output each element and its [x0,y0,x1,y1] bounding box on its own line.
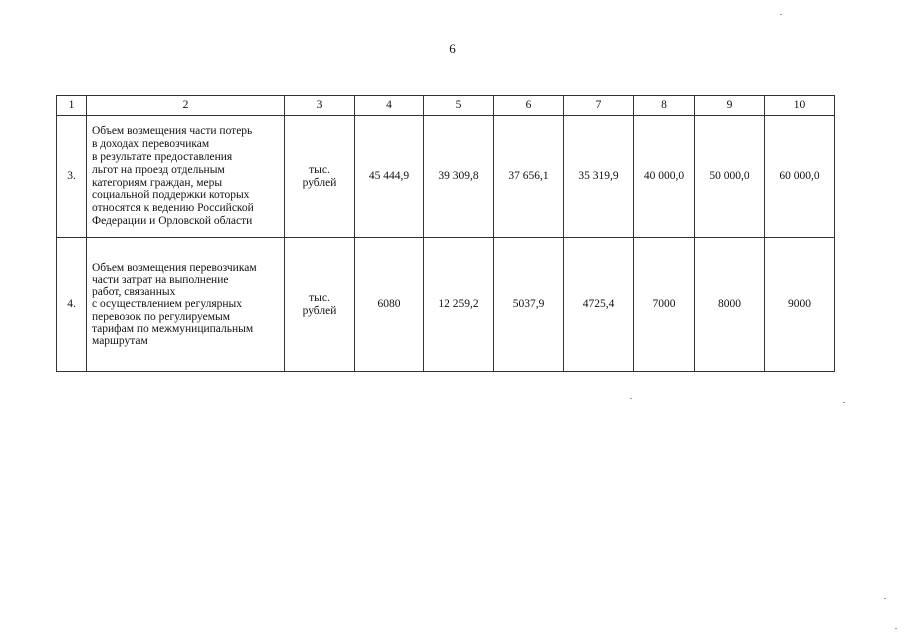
table-header-row [57,96,835,116]
table-row [57,116,835,238]
description-line: перевозок по регулируемым [92,310,230,323]
unit-line: рублей [302,176,337,189]
column-header: 9 [695,96,765,116]
description-line: с осуществлением регулярных [92,298,243,311]
description-line: части затрат на выполнение [92,273,229,286]
scan-speck [895,628,897,629]
column-header: 6 [494,96,564,116]
scan-speck [843,402,845,403]
value-cell: 6080 [355,238,424,372]
description-line: Объем возмещения части потерь [92,125,253,138]
column-header: 7 [564,96,634,116]
value-cell: 39 309,8 [424,116,494,238]
column-header: 5 [424,96,494,116]
description-line: относятся к ведению Российской [92,202,254,215]
value-cell: 60 000,0 [765,116,835,238]
table-row [57,238,835,372]
description-line: льгот на проезд отдельным [92,163,225,176]
description-line: в результате предоставления [92,150,233,163]
row-index: 3. [57,116,87,238]
value-cell: 9000 [765,238,835,372]
value-cell: 5037,9 [494,238,564,372]
data-table [56,95,835,372]
description-line: маршрутам [92,335,148,347]
row-index: 4. [57,238,87,372]
description-line: социальной поддержки которых [92,189,250,202]
value-cell: 40 000,0 [634,116,695,238]
value-cell: 12 259,2 [424,238,494,372]
value-cell: 4725,4 [564,238,634,372]
value-cell: 7000 [634,238,695,372]
description-line: в доходах перевозчикам [92,138,210,151]
description-line: Объем возмещения перевозчикам [92,261,257,274]
scan-speck [630,398,632,399]
description-line: работ, связанных [92,286,176,299]
value-cell: 50 000,0 [695,116,765,238]
row-description [87,116,285,238]
unit-line: тыс. [309,291,330,304]
column-header: 3 [285,96,355,116]
column-header: 1 [57,96,87,116]
description-line: тарифам по межмуниципальным [92,322,254,335]
page-number: 6 [449,41,456,56]
value-cell: 8000 [695,238,765,372]
column-header: 2 [87,96,285,116]
column-header: 8 [634,96,695,116]
value-cell: 35 319,9 [564,116,634,238]
value-cell: 45 444,9 [355,116,424,238]
row-description [87,238,285,372]
unit-line: тыс. [309,163,330,176]
row-unit [285,238,355,372]
column-header: 4 [355,96,424,116]
scan-speck [780,14,782,15]
description-line: Федерации и Орловской области [92,214,253,227]
description-line: категориям граждан, меры [92,176,223,189]
row-unit [285,116,355,238]
column-header: 10 [765,96,835,116]
value-cell: 37 656,1 [494,116,564,238]
scan-speck [884,598,886,599]
unit-line: рублей [302,304,337,317]
